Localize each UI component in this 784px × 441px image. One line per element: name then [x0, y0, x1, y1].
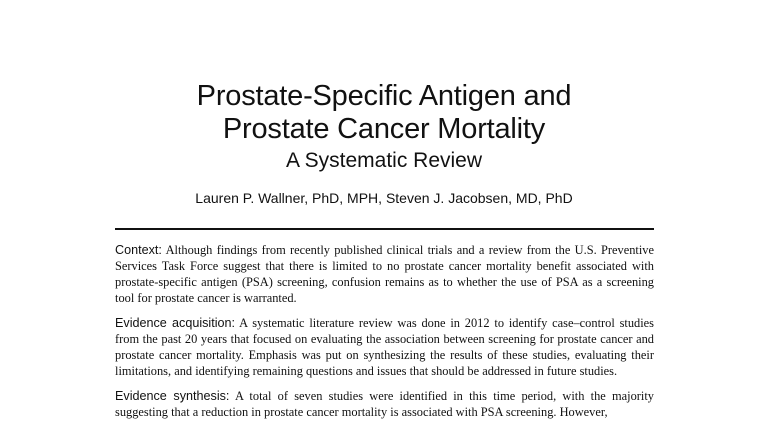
title-divider [115, 228, 654, 230]
context-label: Context: [115, 243, 162, 257]
abstract [115, 242, 654, 429]
abstract-context [115, 242, 654, 306]
abstract-evidence-synthesis [115, 388, 654, 420]
abstract-evidence-acquisition [115, 315, 654, 379]
evidence-synthesis-text: A total of seven studies were identified in this time period, with the majority suggesting that a reduction in prostate cancer mortality is associated with PSA screening. However, [115, 389, 654, 419]
evidence-acquisition-label: Evidence acquisition: [115, 316, 236, 330]
article-authors: Lauren P. Wallner, PhD, MPH, Steven J. Jacobsen, MD, PhD [195, 190, 573, 206]
evidence-acquisition-text: A systematic literature review was done in 2012 to identify case–control studies from the past 20 years that focused on evaluating the association between screening for prostate cancer and prostate cancer mortality. Emphasis was put on synthesizing the results of these studies, evaluating their limitations, and identifying remaining questions and issues that should be addressed in future studies. [115, 316, 654, 378]
article-title-line-1: Prostate-Specific Antigen and [196, 80, 572, 112]
article-subtitle: A Systematic Review [285, 149, 483, 172]
context-text: Although findings from recently published clinical trials and a review from the U.S. Preventive Services Task Force suggest that there is limited to no prostate cancer mortality benefit associated with prostate-specific antigen (PSA) screening, confusion remains as to whether the use of PSA as a screening tool for prostate cancer is warranted. [115, 243, 654, 305]
evidence-synthesis-label: Evidence synthesis: [115, 389, 230, 403]
article-title-line-2: Prostate Cancer Mortality [222, 113, 546, 145]
